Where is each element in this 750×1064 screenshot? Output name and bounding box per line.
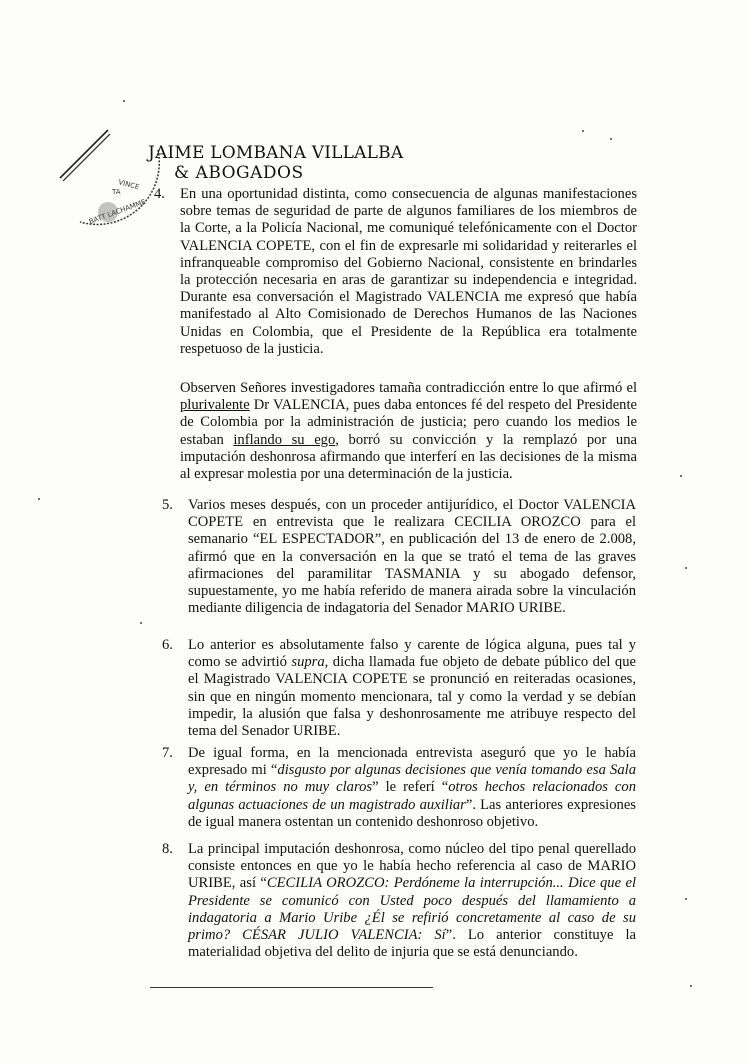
paragraph-text: , dicha llamada fue objeto de debate público del que el Magistrado VALENCIA COPETE se pronunció en reiteradas ocasiones, sin que en ningún momento mencionara, tal y como la verdad y se debían impedir, la alusión que falsa y deshonrosamente me atribuye respecto del tema del Senador URIBE. [188,654,637,740]
paragraph-4-continuation [180,380,637,483]
paragraph-text: Varios meses después, con un proceder antijurídico, el Doctor VALENCIA COPETE en entrevista que le realizara CECILIA OROZCO para el semanario “EL ESPECTADOR”, en publicación del 13 de enero de 2.008, afirmó que en la conversación en la que se trató el tema de las graves afirmaciones del paramilitar TASMANIA y su abogado defensor, supuestamente, yo me había referido de manera airada sobre la vinculación mediante diligencia de indagatoria del Senador MARIO URIBE. [188,497,636,617]
paragraph-7 [162,745,637,831]
paragraph-text: ”. Las anteriores expresiones de igual manera ostentan un contenido deshonroso objetivo. [188,796,636,830]
firm-name: JAIME LOMBANA VILLALBA [148,143,404,163]
paragraph-text: , borró su convicción y la remplazó por una imputación deshonrosa afirmando que interferí en las decisiones de la misma al expresar molestia por una determinación de la justicia. [180,431,637,483]
paragraph-number: 8. [162,841,173,857]
firm-subtitle: & ABOGADOS [174,163,304,183]
paragraph-text: La principal imputación deshonrosa, como núcleo del tipo penal querellado consiste entonces en que yo le había hecho referencia al caso de MARIO URIBE, así “ [188,841,636,892]
stamp-ink-blot [98,202,118,222]
paragraph-number: 7. [162,745,173,761]
paragraph-text: De igual forma, en la mencionada entrevista aseguró que yo le había expresado mi “ [188,745,636,779]
scan-speck [582,130,584,132]
stamp-text: VINCE [117,178,141,192]
paragraph-text: ” le referí “ [372,779,449,796]
footnote-rule [150,987,433,988]
notary-stamp [40,120,160,240]
paragraph-text: Observen Señores investigadores tamaña contradicción entre lo que afirmó el [180,380,637,396]
paragraph-4 [154,186,637,358]
paragraph-text: ”. Lo anterior constituye la materialidad objetiva del delito de injuria que se está denunciando. [188,927,636,961]
paragraph-text: En una oportunidad distinta, como consecuencia de algunas manifestaciones sobre temas de seguridad de parte de algunos familiares de los miembros de la Corte, a la Policía Nacional, me comuniqué telefónicamente con el Doctor VALENCIA COPETE, con el fin de expresarle mi solidaridad y reiterarles el infranqueable compromiso del Gobierno Nacional, consistente en brindarles la protección necesaria en aras de garantizar su independencia e integridad. Durante esa conversación el Magistrado VALENCIA me expresó que había manifestado al Alto Comisionado de Derechos Humanos de las Naciones Unidas en Colombia, que el Presidente de la República era totalmente respetuoso de la justicia. [180,186,637,357]
scan-speck [38,498,40,500]
scan-speck [610,138,612,140]
italic-quote: disgusto por algunas decisiones que venía tomando esa Sala y, en términos no muy claros [188,762,636,796]
stamp-text: BATT LACHAMME [87,197,147,226]
italic-text: supra [291,654,325,671]
scan-speck [140,622,142,624]
paragraph-8 [162,841,636,961]
italic-quote: CECILIA OROZCO: Perdóneme la interrupción... Dice que el Presidente se comunicó con Usted poco después del llamamiento a indagatoria a Mario Uribe ¿Él se refirió concretamente al caso de su primo? CÉSAR JULIO VALENCIA: Sí [188,875,636,944]
paragraph-number: 5. [162,497,173,513]
paragraph-number: 6. [162,637,173,653]
scan-speck [685,898,687,900]
italic-quote: otros hechos relacionados con algunas actuaciones de un magistrado auxiliar [188,779,637,813]
stamp-slash-line [60,130,108,178]
paragraph-6 [162,637,637,740]
stamp-text: TA [112,188,121,196]
stamp-slash-line [63,134,110,181]
paragraph-text: Lo anterior es absolutamente falso y carente de lógica alguna, pues tal y como se advirtió [188,637,636,671]
scan-speck [680,475,682,477]
scan-speck [123,100,125,102]
scan-speck [690,985,692,987]
underlined-text: inflando su ego [233,431,336,448]
letterhead [148,143,403,183]
underlined-text: plurivalente [180,397,250,414]
paragraph-text: Dr VALENCIA, pues daba entonces fé del respeto del Presidente de Colombia por la administración de justicia; pero cuando los medios le estaban [180,397,637,448]
paragraph-5 [162,497,636,617]
scan-speck [685,567,687,569]
paragraph-number: 4. [154,186,165,202]
